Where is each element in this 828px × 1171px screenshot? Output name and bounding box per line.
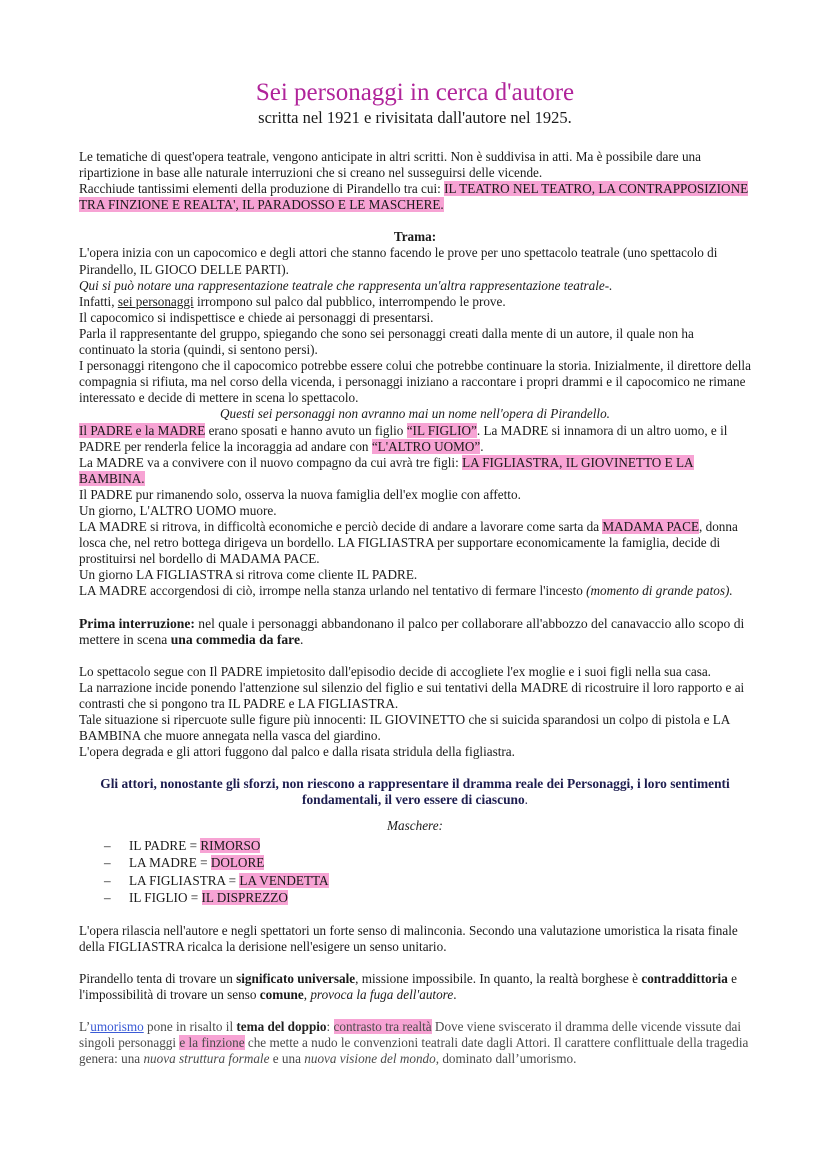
list-item: [104, 889, 751, 907]
bold-text: Prima interruzione:: [79, 615, 195, 631]
intro-paragraph: Le tematiche di quest'opera teatrale, vengono anticipate in altri scritti. Non è suddivisa in atti. Ma è possibile dare una ripartizione in base alle naturale interruzioni che si creano nel susseguirsi delle vicende.: [79, 149, 701, 181]
text: .: [480, 438, 484, 454]
story-line: Lo spettacolo segue con Il PADRE impietosito dall'episodio decide di accogliete l'ex moglie e i suoi figli nella sua casa.: [79, 663, 711, 679]
highlight: DOLORE: [210, 855, 265, 871]
trama-line: [79, 423, 751, 455]
trama-line: Il PADRE pur rimanendo solo, osserva la nuova famiglia dell'ex moglie con affetto.: [79, 486, 521, 502]
text: :: [326, 1018, 334, 1034]
document-page: [79, 78, 751, 1067]
text: Infatti,: [79, 293, 118, 309]
underlined-text: sei personaggi: [117, 293, 194, 309]
text: , dominato dall’umorismo.: [435, 1051, 577, 1067]
text: .: [453, 986, 457, 1002]
story-line: La narrazione incide ponendo l'attenzione sul silenzio del figlio e sui tentativi della MADRE di ricostruire il loro rapporto e ai contrasti che si pongono tra IL PADRE e LA FIGLIASTRA.: [79, 679, 745, 711]
bold-text: una commedia da fare: [170, 631, 300, 647]
text: e l'impossibilità di trovare un senso: [79, 970, 737, 1002]
trama-line: [79, 406, 751, 422]
text: . La MADRE si innamora di un altro uomo, e il PADRE per renderla felice la incoraggia ad andare con: [79, 422, 728, 454]
conclusion-paragraph: [79, 971, 751, 1003]
dash-bullet: –: [104, 855, 111, 871]
text: .: [524, 792, 529, 808]
conclusion-paragraph: L'opera rilascia nell'autore e negli spettatori un forte senso di malinconia. Secondo una valutazione umoristica la risata finale della FIGLIASTRA ricalca la derisione nell'esigere un senso unitario.: [79, 922, 738, 954]
italic-text: Qui si può notare una rappresentazione teatrale che rappresenta un'altra rappresentazione teatrale-.: [79, 277, 613, 293]
mask-name: IL FIGLIO =: [129, 890, 202, 906]
text: e una: [269, 1051, 305, 1067]
italic-text: nuova struttura formale: [143, 1051, 270, 1067]
highlight: MADAMA PACE: [602, 519, 700, 535]
trama-line: [79, 519, 751, 567]
text: L’: [79, 1018, 91, 1034]
text: Pirandello tenta di trovare un: [79, 970, 237, 986]
text: La MADRE va a convivere con il nuovo compagno da cui avrà tre figli:: [79, 454, 463, 470]
text: nel quale i personaggi abbandonano il palco per collaborare all'abbozzo del canavaccio allo scopo di mettere in scena: [79, 615, 745, 647]
text: LA MADRE accorgendosi di ciò, irrompe nella stanza urlando nel tentativo di fermare l'incesto: [79, 583, 587, 599]
statement-text: Gli attori, nonostante gli sforzi, non riescono a rappresentare il dramma reale dei Personaggi, i loro sentimenti fondamentali, il vero essere di ciascuno: [100, 776, 730, 808]
text: pone in risalto il: [143, 1018, 237, 1034]
text: LA MADRE si ritrova, in difficoltà economiche e perciò decide di andare a lavorare come sarta da: [79, 519, 603, 535]
text: erano sposati e hanno avuto un figlio: [205, 422, 407, 438]
trama-line: [79, 294, 751, 310]
bold-text: tema del doppio: [236, 1018, 327, 1034]
dash-bullet: –: [104, 872, 111, 888]
highlight: RIMORSO: [200, 837, 261, 853]
section-heading-trama: Trama:: [393, 229, 437, 245]
italic-text: provoca la fuga dell'autore: [310, 986, 454, 1002]
highlight: “IL FIGLIO”: [406, 422, 477, 438]
trama-line: L'opera inizia con un capocomico e degli attori che stanno facendo le prove per uno spettacolo teatrale (uno spettacolo di Pirandello, IL GIOCO DELLE PARTI).: [79, 245, 718, 277]
bold-text: significato universale: [236, 970, 356, 986]
trama-line: Parla il rappresentante del gruppo, spiegando che sono sei personaggi creati dalla mente di un autore, il quale non ha continuato la storia (quindi, si sentono persi).: [79, 325, 694, 358]
intro-elements-paragraph: [79, 181, 751, 213]
trama-line: Il capocomico si indispettisce e chiede ai personaggi di presentarsi.: [79, 309, 434, 325]
list-item: [104, 837, 751, 855]
umorismo-link[interactable]: umorismo: [90, 1018, 144, 1034]
list-item: [104, 872, 751, 890]
intro-elements-text: Racchiude tantissimi elementi della produzione di Pirandello tra cui:: [79, 181, 445, 197]
trama-line: [79, 455, 751, 487]
page-subtitle: scritta nel 1921 e rivisitata dall'autore nel 1925.: [258, 108, 572, 127]
highlight: LA VENDETTA: [239, 872, 329, 888]
italic-text: (momento di grande patos).: [586, 583, 733, 599]
italic-text: nuova visione del mondo: [304, 1051, 436, 1067]
interruption-paragraph: [79, 616, 751, 648]
text: , missione impossibile. In quanto, la realtà borghese è: [355, 970, 642, 986]
dash-bullet: –: [104, 890, 111, 906]
text: irrompono sul palco dal pubblico, interrompendo le prove.: [193, 293, 506, 309]
italic-text: Maschere:: [387, 818, 443, 834]
bold-text: comune: [259, 986, 304, 1002]
masks-list: [79, 837, 751, 907]
trama-line: I personaggi ritengono che il capocomico potrebbe essere colui che potrebbe continuare la storia. Inizialmente, il direttore della compagnia si rifiuta, ma nel corso della vicenda, i personaggi iniziano a raccontare i propri drammi e il capocomico ne rimane interessato e decide di mettere in scena lo spettacolo.: [79, 358, 751, 406]
italic-text: Questi sei personaggi non avranno mai un nome nell'opera di Pirandello.: [220, 406, 610, 422]
highlight: IL DISPREZZO: [201, 890, 288, 906]
story-line: Tale situazione si ripercuote sulle figure più innocenti: IL GIOVINETTO che si suicida sparandosi un colpo di pistola e LA BAMBINA che muore annegata nella vasca del giardino.: [79, 712, 730, 744]
mask-name: IL PADRE =: [129, 837, 201, 853]
text: , donna losca che, nel retro bottega dirigeva un bordello. LA FIGLIASTRA per supportare economicamente la famiglia, decide di prostituirsi nel bordello di MADAMA PACE.: [79, 519, 738, 567]
trama-line: Un giorno, L'ALTRO UOMO muore.: [79, 502, 277, 518]
trama-line: [79, 278, 751, 294]
key-statement: [79, 776, 751, 808]
highlight: IL TEATRO NEL TEATRO, LA CONTRAPPOSIZIONE TRA FINZIONE E REALTA', IL PARADOSSO E LE MASCHERE.: [79, 181, 749, 213]
masks-heading: [79, 818, 751, 834]
highlight: e la finzione: [179, 1035, 245, 1051]
text: .: [299, 631, 304, 647]
highlight: Il PADRE e la MADRE: [79, 422, 206, 438]
text: che mette a nudo le convenzioni teatrali date dagli Attori. Il carattere conflittuale della tragedia genera: una: [79, 1035, 749, 1067]
list-item: [104, 854, 751, 872]
mask-name: LA FIGLIASTRA =: [129, 872, 240, 888]
trama-line: Un giorno LA FIGLIASTRA si ritrova come cliente IL PADRE.: [79, 567, 418, 583]
page-title: Sei personaggi in cerca d'autore: [255, 79, 575, 106]
highlight: contrasto tra realtà: [333, 1018, 432, 1034]
bold-text: contraddittoria: [641, 970, 728, 986]
highlight: LA FIGLIASTRA, IL GIOVINETTO E LA BAMBINA.: [79, 454, 694, 486]
story-line: L'opera degrada e gli attori fuggono dal palco e dalla risata stridula della figliastra.: [79, 744, 515, 760]
highlight: “L'ALTRO UOMO”: [371, 438, 481, 454]
dash-bullet: –: [104, 837, 111, 853]
text: ,: [303, 986, 311, 1002]
text: Dove viene sviscerato il dramma delle vicende vissute dai singoli personaggi: [79, 1018, 742, 1051]
humor-paragraph: [79, 1019, 751, 1067]
trama-line: [79, 583, 751, 599]
mask-name: LA MADRE =: [129, 855, 211, 871]
